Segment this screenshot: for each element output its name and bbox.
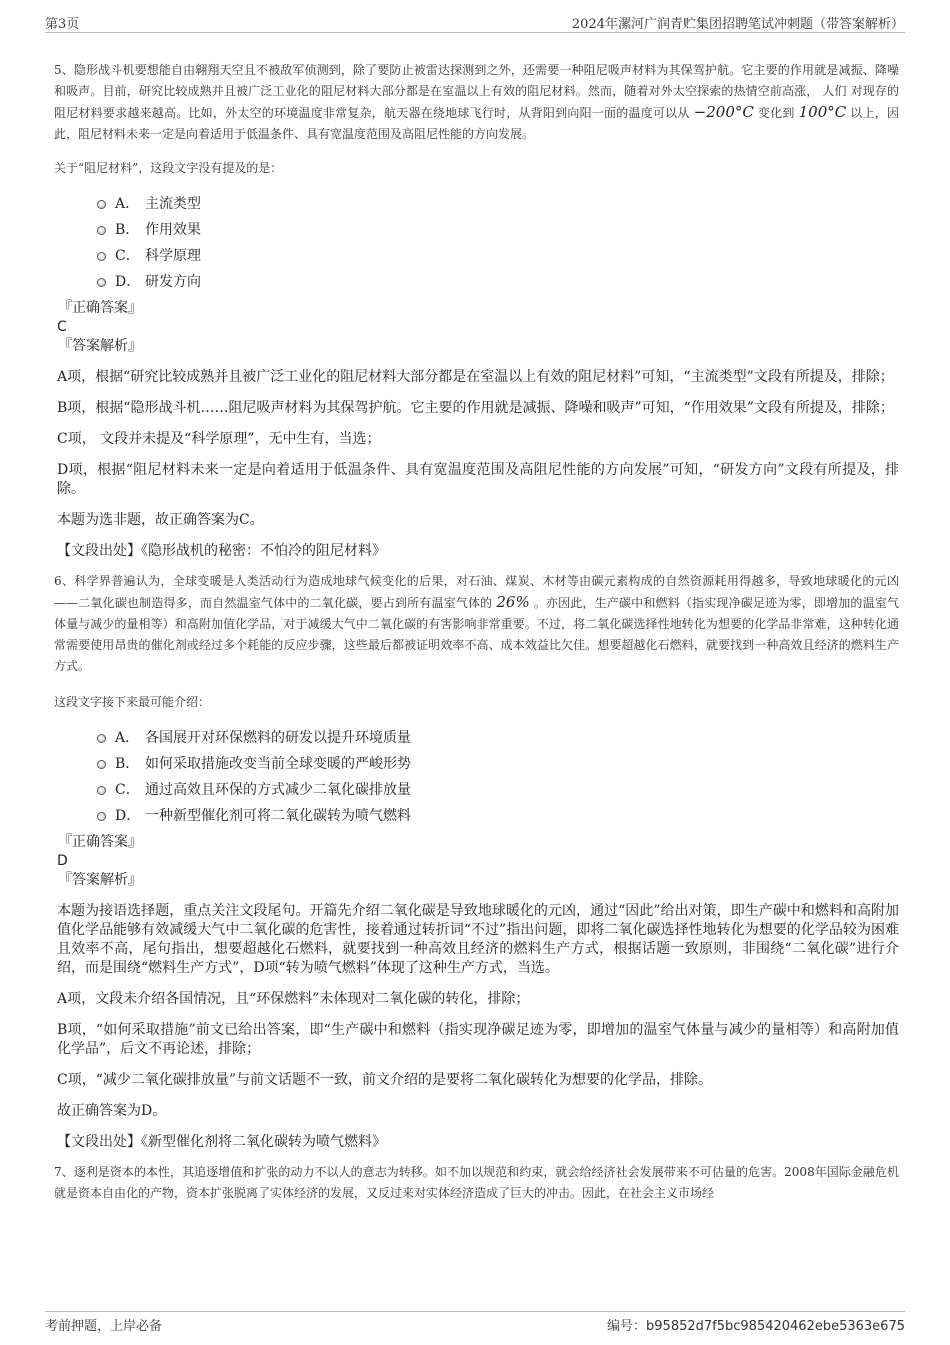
question-6 [54,571,899,1152]
answer-analysis-label: 『答案解析』 [58,338,142,354]
page-footer [0,1305,950,1345]
footer-divider [45,1311,905,1312]
analysis-paragraph: C项， 文段并未提及“科学原理”，无中生有，当选； [57,431,381,447]
correct-answer: C [57,319,67,335]
analysis-conclusion: 本题为选非题，故正确答案为C。 [57,512,264,528]
option-d[interactable]: D． 一种新型催化剂可将二氧化碳转为喷气燃料 [54,803,899,829]
correct-answer-label: 『正确答案』 [58,300,142,316]
radio-button[interactable] [97,786,106,795]
option-b[interactable]: B． 如何采取措施改变当前全球变暖的严峻形势 [54,751,899,777]
analysis-paragraph: 本题为接语选择题，重点关注文段尾句。开篇先介绍二氧化碳是导致地球暖化的元凶，通过“因此”给出对策，即生产碳中和燃料和高附加值化学品能够有效减缓大气中二氧化碳的危害性，接着通过转折词“不过”指出问题，即将二氧化碳选择性地转化为想要的化学品较为困难且效率不高，尾句指出，想要超越化石燃料，就要找到一种高效且经济的燃料生产方式，根据话题一致原则，非围绕“二氧化碳”进行介绍，而是围绕“燃料生产方式”，D项“转为喷气燃料”体现了这种生产方式，当选。 [57,903,899,976]
correct-answer: D [57,853,68,869]
analysis-paragraph: C项，“减少二氧化碳排放量”与前文话题不一致，前文介绍的是要将二氧化碳转化为想要的化学品，排除。 [57,1072,713,1088]
question-6-options [54,725,899,829]
correct-answer-label: 『正确答案』 [58,834,142,850]
option-c[interactable]: C． 科学原理 [54,243,899,269]
question-6-prompt: 这段文字接下来最可能介绍： [54,695,211,709]
document-code: 编号：b95852d7f5bc985420462ebe5363e675 [607,1319,905,1334]
analysis-paragraph: A项，文段未介绍各国情况，且“环保燃料”未体现对二氧化碳的转化，排除； [57,991,530,1007]
radio-button[interactable] [97,200,106,209]
option-d[interactable]: D． 研发方向 [54,269,899,295]
radio-button[interactable] [97,734,106,743]
analysis-paragraph: A项，根据“研究比较成熟并且被广泛工业化的阻尼材料大部分都是在室温以上有效的阻尼材料”可知，“主流类型”文段有所提及，排除； [57,369,894,385]
page-number: 第3页 [45,17,80,32]
option-a[interactable]: A． 主流类型 [54,191,899,217]
radio-button[interactable] [97,812,106,821]
analysis-conclusion: 故正确答案为D。 [57,1103,167,1119]
radio-button[interactable] [97,226,106,235]
option-a[interactable]: A． 各国展开对环保燃料的研发以提升环境质量 [54,725,899,751]
question-5 [54,60,899,561]
temperature-high: 100°C [798,103,847,121]
footer-slogan: 考前押题，上岸必备 [45,1319,163,1334]
option-c[interactable]: C． 通过高效且环保的方式减少二氧化碳排放量 [54,777,899,803]
question-5-prompt: 关于“阻尼材料”，这段文字没有提及的是： [54,161,283,175]
analysis-paragraph: B项，“如何采取措施”前文已给出答案，即“生产碳中和燃料（指实现净碳足迹为零，即增加的温室气体量与减少的量相等）和高附加值化学品”，后文不再论述，排除； [57,1022,899,1057]
passage-source: 【文段出处】《隐形战机的秘密：不怕冷的阻尼材料》 [57,543,386,559]
answer-analysis-label: 『答案解析』 [58,872,142,888]
question-7 [54,1162,899,1204]
page-header [0,0,950,34]
header-divider [45,32,905,33]
question-5-options [54,191,899,295]
percentage-value: 26% [496,593,530,611]
analysis-paragraph: B项，根据“隐形战斗机……阻尼吸声材料为其保驾护航。它主要的作用就是减振、降噪和吸声”可知，“作用效果”文段有所提及，排除； [57,400,894,416]
analysis-paragraph: D项，根据“阻尼材料未来一定是向着适用于低温条件、具有宽温度范围及高阻尼性能的方向发展”可知，“研发方向”文段有所提及，排除。 [57,462,899,497]
radio-button[interactable] [97,252,106,261]
radio-button[interactable] [97,760,106,769]
question-7-passage: 7、逐利是资本的本性，其追逐增值和扩张的动力不以人的意志为转移。如不加以规范和约束，就会给经济社会发展带来不可估量的危害。2008年国际金融危机就是资本自由化的产物，资本扩张脱离了实体经济的发展，又反过来对实体经济造成了巨大的冲击。因此，在社会主义市场经 [54,1165,899,1200]
option-b[interactable]: B． 作用效果 [54,217,899,243]
passage-source: 【文段出处】《新型催化剂将二氧化碳转为喷气燃料》 [57,1134,386,1150]
question-6-passage: 6、科学界普遍认为，全球变暖是人类活动行为造成地球气候变化的后果，对石油、煤炭、木材等由碳元素构成的自然资源耗用得越多，导致地球暖化的元凶——二氧化碳也制造得多，而自然温室气体中的二氧化碳，要占到所有温室气体的 26% 。亦因此，生产碳中和燃料（指实现净碳足迹为零，即增加的温室气体量与减少的量相等）和高附加值化学品，对于减缓大气中二氧化碳的有害影响非常重要。不过，将二氧化碳选择性地转化为想要的化学品非常难，这种转化通常需要使用昂贵的催化剂或经过多个耗能的反应步骤，这些最后都被证明效率不高、成本效益比欠佳。想要超越化石燃料，就要找到一种高效且经济的燃料生产方式。 [54,574,899,673]
radio-button[interactable] [97,278,106,287]
page-content [54,60,899,1204]
temperature-low: −200°C [693,103,754,121]
document-title: 2024年漯河广润青贮集团招聘笔试冲刺题（带答案解析） [571,17,904,32]
question-5-passage: 5、隐形战斗机要想能自由翱翔天空且不被敌军侦测到，除了要防止被雷达探测到之外，还需要一种阻尼吸声材料为其保驾护航。它主要的作用就是减振、降噪和吸声。目前，研究比较成熟并且被广泛工业化的阻尼材料大部分都是在室温以上有效的阻尼材料。然而，随着对外太空探索的热情空前高涨， 人们 对现存的阻尼材料要求越来越高。比如，外太空的环境温度非常复杂，航天器在绕地球飞行时，从背阳到向阳一面的温度可以从 −200°C 变化到 100°C 以上，因此，阻尼材料未来一定是向着适用于低温条件、具有宽温度范围及高阻尼性能的方向发展。 [54,63,899,141]
